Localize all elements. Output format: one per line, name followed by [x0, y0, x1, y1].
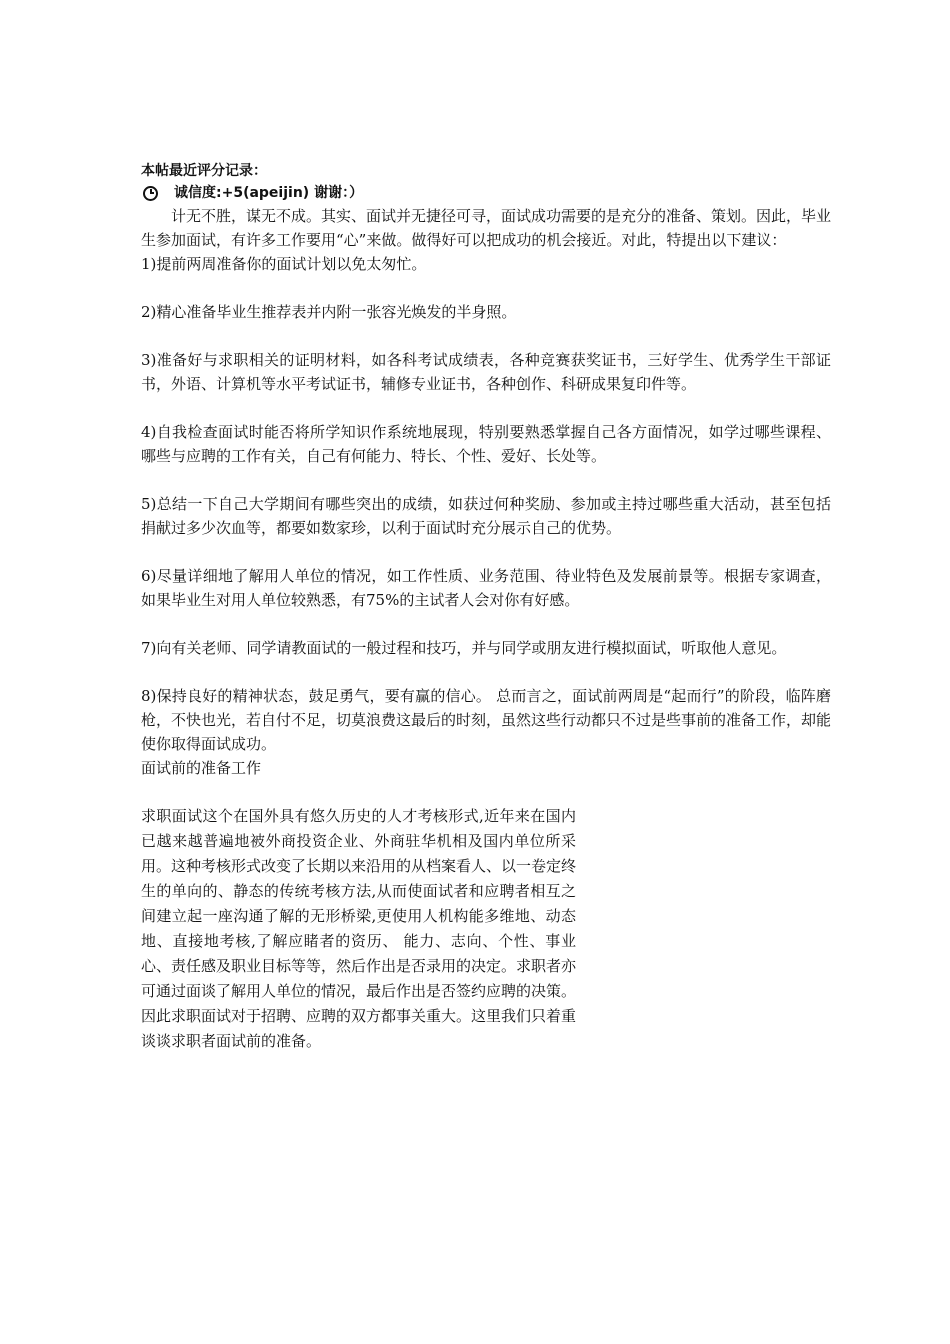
- body-paragraph: 求职面试这个在国外具有悠久历史的人才考核形式,近年来在国内已越来越普遍地被外商投资企业、外商驻华机相及国内单位所采用。这种考核形式改变了长期以来沿用的从档案看人、以一卷定终生的单向的、静态的传统考核方法,从而使面试者和应聘者相互之间建立起一座沟通了解的无形桥梁,更使用人机构能多维地、动态地、直接地考核,了解应睹者的资历、 能力、志向、个性、事业心、责任感及职业目标等等，然后作出是否录用的决定。求职者亦可通过面谈了解用人单位的情况，最后作出是否签约应聘的决策。因此求职面试对于招聘、应聘的双方都事关重大。这里我们只着重谈谈求职者面试前的准备。: [141, 807, 577, 1050]
- rating-title: 本帖最近评分记录：: [141, 163, 267, 179]
- section-title: 面试前的准备工作: [141, 759, 262, 777]
- tip-item: 7)向有关老师、同学请教面试的一般过程和技巧，并与同学或朋友进行模拟面试，听取他人意见。: [141, 639, 787, 657]
- tip-item: 1)提前两周准备你的面试计划以免太匆忙。: [141, 255, 427, 273]
- intro-paragraph: 计无不胜，谋无不成。其实、面试并无捷径可寻，面试成功需要的是充分的准备、策划。因此，毕业生参加面试，有许多工作要用“心”来做。做得好可以把成功的机会接近。对此，特提出以下建议：: [141, 207, 832, 249]
- spacer: [141, 780, 831, 804]
- clock-icon: [143, 186, 158, 201]
- tip-item: 5)总结一下自己大学期间有哪些突出的成绩，如获过何种奖励、参加或主持过哪些重大活动，甚至包括捐献过多少次血等，都要如数家珍，以利于面试时充分展示自己的优势。: [141, 495, 831, 537]
- tip-item: 6)尽量详细地了解用人单位的情况，如工作性质、业务范围、待业特色及发展前景等。根据专家调查，如果毕业生对用人单位较熟悉，有75%的主试者人会对你有好感。: [141, 567, 831, 609]
- document-page: [141, 160, 831, 1054]
- tip-item: 8)保持良好的精神状态，鼓足勇气，要有赢的信心。 总而言之，面试前两周是“起而行”的阶段，临阵磨枪，不快也光，若自付不足，切莫浪费这最后的时刻，虽然这些行动都只不过是些事前的准备工作，却能使你取得面试成功。: [141, 687, 832, 753]
- tip-item: 3)准备好与求职相关的证明材料，如各科考试成绩表，各种竞赛获奖证书，三好学生、优秀学生干部证书，外语、计算机等水平考试证书，辅修专业证书，各种创作、科研成果复印件等。: [141, 351, 831, 393]
- tip-item: 2)精心准备毕业生推荐表并内附一张容光焕发的半身照。: [141, 303, 517, 321]
- rating-entry: 诚信度:+5(apeijin) 谢谢：）: [174, 185, 364, 201]
- tip-item: 4)自我检查面试时能否将所学知识作系统地展现，特别要熟悉掌握自己各方面情况，如学过哪些课程、哪些与应聘的工作有关，自己有何能力、特长、个性、爱好、长处等。: [141, 423, 831, 465]
- rating-entry-line: [141, 182, 831, 204]
